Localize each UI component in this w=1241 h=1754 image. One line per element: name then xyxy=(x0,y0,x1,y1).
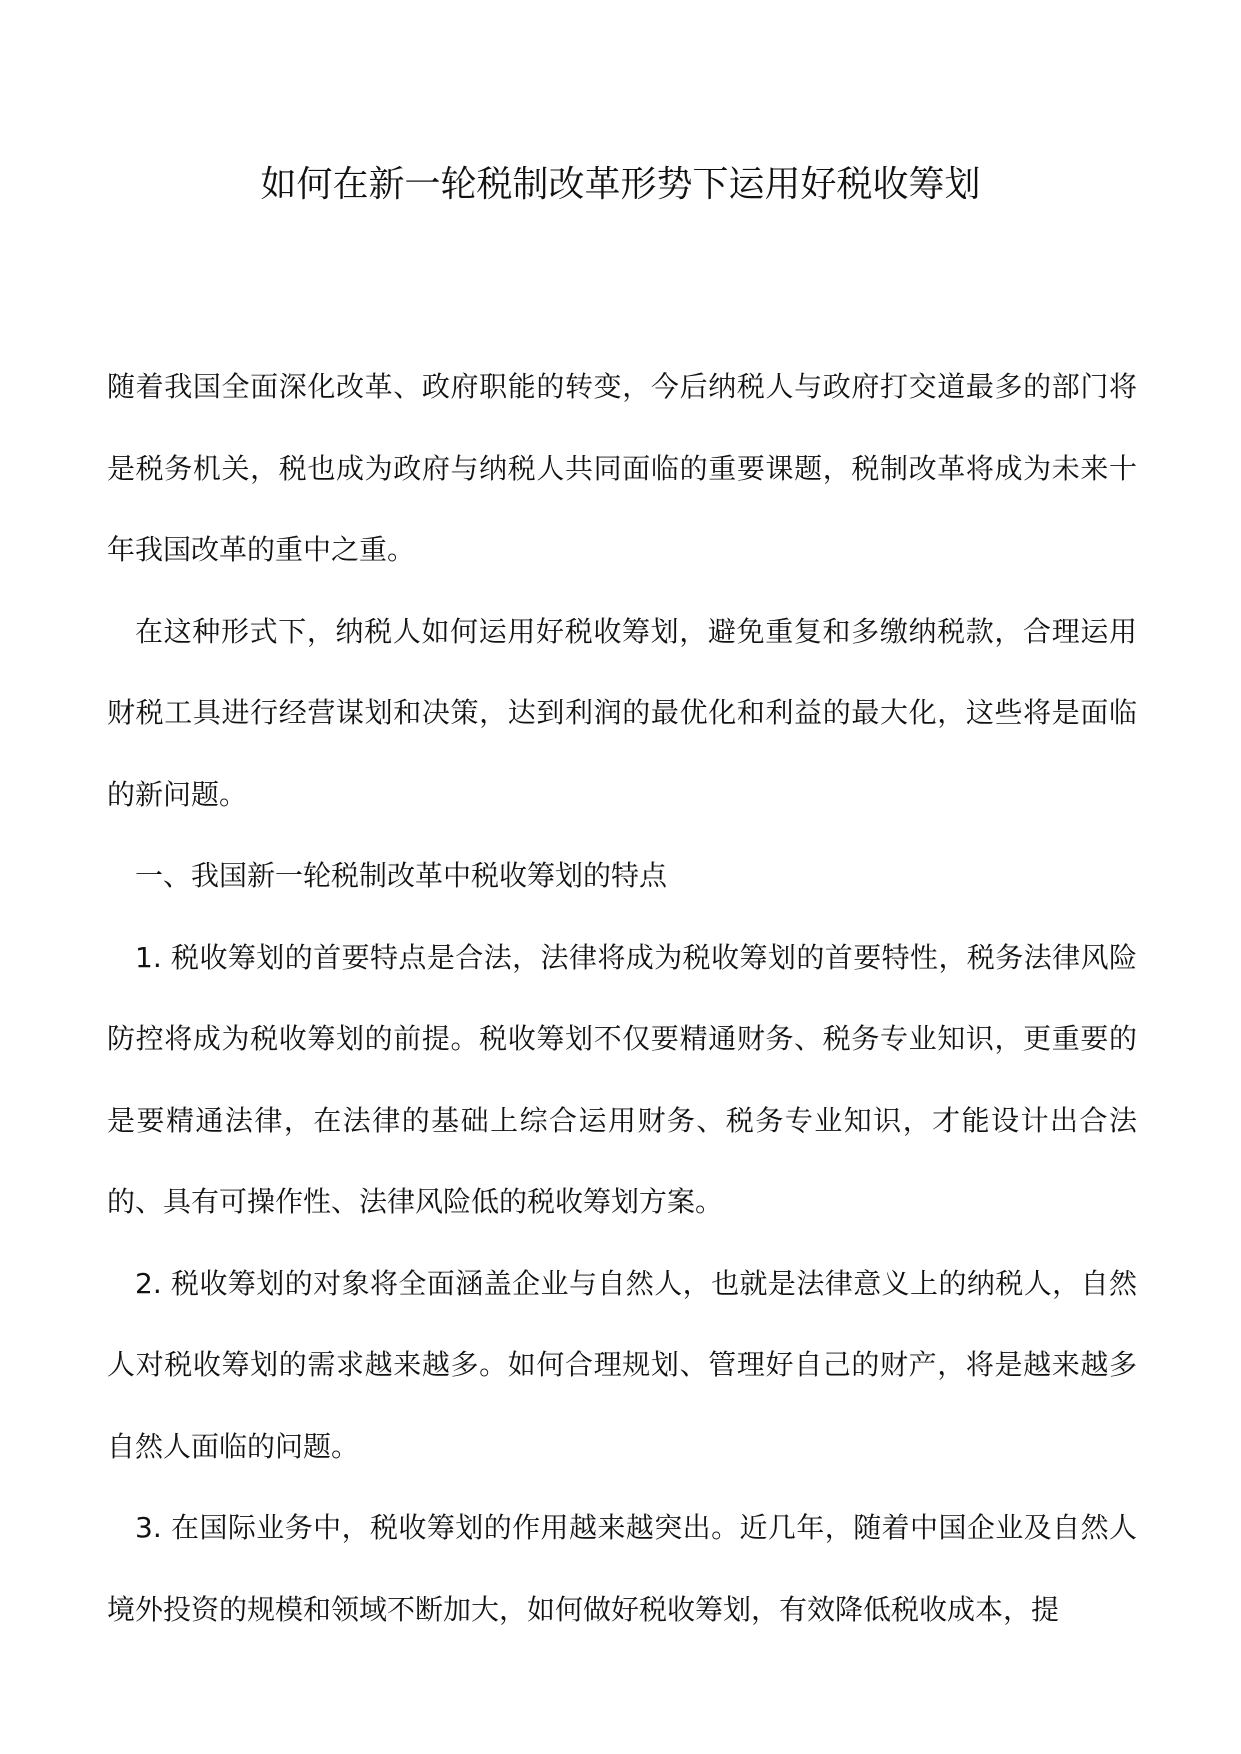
document-title: 如何在新一轮税制改革形势下运用好税收筹划 xyxy=(260,164,981,205)
paragraph-point-3: 3. 在国际业务中，税收筹划的作用越来越突出。近几年，随着中国企业及自然人境外投资的规模和领域不断加大，如何做好税收筹划，有效降低税收成本，提 xyxy=(107,1511,1137,1626)
paragraph-context: 在这种形式下，纳税人如何运用好税收筹划，避免重复和多缴纳税款，合理运用财税工具进行经营谋划和决策，达到利润的最优化和利益的最大化，这些将是面临的新问题。 xyxy=(107,614,1137,811)
paragraph-point-2: 2. 税收筹划的对象将全面涵盖企业与自然人，也就是法律意义上的纳税人，自然人对税收筹划的需求越来越多。如何合理规划、管理好自己的财产，将是越来越多自然人面临的问题。 xyxy=(107,1266,1137,1463)
paragraph-point-1: 1. 税收筹划的首要特点是合法，法律将成为税收筹划的首要特性，税务法律风险防控将成为税收筹划的前提。税收筹划不仅要精通财务、税务专业知识，更重要的是要精通法律，在法律的基础上综合运用财务、税务专业知识，才能设计出合法的、具有可操作性、法律风险低的税收筹划方案。 xyxy=(107,940,1137,1218)
document-body xyxy=(107,346,1137,1650)
paragraph-intro: 随着我国全面深化改革、政府职能的转变，今后纳税人与政府打交道最多的部门将是税务机关，税也成为政府与纳税人共同面临的重要课题，税制改革将成为未来十年我国改革的重中之重。 xyxy=(107,370,1137,566)
section-heading: 一、我国新一轮税制改革中税收筹划的特点 xyxy=(135,859,668,892)
